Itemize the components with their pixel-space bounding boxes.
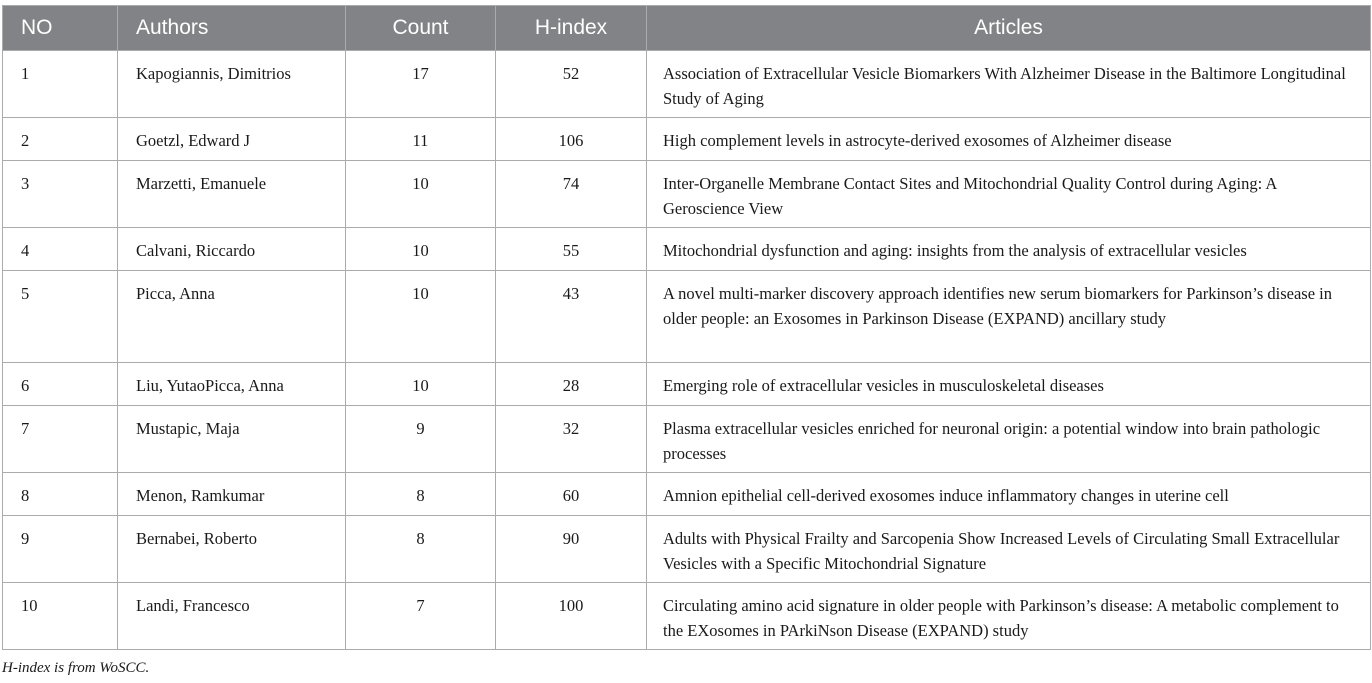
header-articles: Articles — [647, 6, 1371, 51]
table-footnote: H-index is from WoSCC. — [2, 660, 150, 676]
cell-author: Calvani, Riccardo — [118, 228, 346, 271]
cell-no: 10 — [3, 583, 118, 650]
cell-article: Mitochondrial dysfunction and aging: insights from the analysis of extracellular vesicles — [647, 228, 1371, 271]
cell-no: 8 — [3, 473, 118, 516]
table-body — [3, 51, 1371, 650]
cell-article: A novel multi-marker discovery approach identifies new serum biomarkers for Parkinson’s disease in older people: an Exosomes in Parkinson Disease (EXPAND) ancillary study — [647, 271, 1371, 363]
cell-hindex: 55 — [496, 228, 647, 271]
cell-no: 7 — [3, 406, 118, 473]
cell-no: 6 — [3, 363, 118, 406]
table-row — [3, 363, 1371, 406]
cell-author: Picca, Anna — [118, 271, 346, 363]
cell-hindex: 90 — [496, 516, 647, 583]
cell-count: 10 — [346, 228, 496, 271]
cell-author: Landi, Francesco — [118, 583, 346, 650]
cell-author: Kapogiannis, Dimitrios — [118, 51, 346, 118]
table-row — [3, 406, 1371, 473]
cell-article: Adults with Physical Frailty and Sarcopenia Show Increased Levels of Circulating Small Extracellular Vesicles with a Specific Mitochondrial Signature — [647, 516, 1371, 583]
cell-article: Amnion epithelial cell-derived exosomes induce inflammatory changes in uterine cell — [647, 473, 1371, 516]
header-row — [3, 6, 1371, 51]
cell-hindex: 28 — [496, 363, 647, 406]
cell-no: 3 — [3, 161, 118, 228]
table-row — [3, 516, 1371, 583]
cell-count: 11 — [346, 118, 496, 161]
cell-count: 17 — [346, 51, 496, 118]
cell-article: Association of Extracellular Vesicle Biomarkers With Alzheimer Disease in the Baltimore Longitudinal Study of Aging — [647, 51, 1371, 118]
table-row — [3, 228, 1371, 271]
cell-article: Inter-Organelle Membrane Contact Sites and Mitochondrial Quality Control during Aging: A Geroscience View — [647, 161, 1371, 228]
cell-author: Mustapic, Maja — [118, 406, 346, 473]
header-authors: Authors — [118, 6, 346, 51]
cell-hindex: 43 — [496, 271, 647, 363]
cell-author: Marzetti, Emanuele — [118, 161, 346, 228]
authors-table — [2, 5, 1371, 650]
cell-hindex: 32 — [496, 406, 647, 473]
cell-author: Menon, Ramkumar — [118, 473, 346, 516]
cell-hindex: 100 — [496, 583, 647, 650]
cell-count: 7 — [346, 583, 496, 650]
cell-no: 5 — [3, 271, 118, 363]
cell-hindex: 60 — [496, 473, 647, 516]
table-row — [3, 271, 1371, 363]
table-row — [3, 161, 1371, 228]
cell-hindex: 52 — [496, 51, 647, 118]
cell-author: Bernabei, Roberto — [118, 516, 346, 583]
cell-article: Plasma extracellular vesicles enriched for neuronal origin: a potential window into brain pathologic processes — [647, 406, 1371, 473]
cell-no: 4 — [3, 228, 118, 271]
cell-count: 10 — [346, 363, 496, 406]
table-row — [3, 583, 1371, 650]
header-count: Count — [346, 6, 496, 51]
cell-count: 9 — [346, 406, 496, 473]
cell-count: 10 — [346, 271, 496, 363]
cell-author: Goetzl, Edward J — [118, 118, 346, 161]
table-header — [3, 6, 1371, 51]
header-no: NO — [3, 6, 118, 51]
cell-author: Liu, YutaoPicca, Anna — [118, 363, 346, 406]
table-row — [3, 118, 1371, 161]
cell-count: 8 — [346, 516, 496, 583]
cell-no: 9 — [3, 516, 118, 583]
table-row — [3, 51, 1371, 118]
cell-article: Circulating amino acid signature in older people with Parkinson’s disease: A metabolic complement to the EXosomes in PArkiNson Disease (EXPAND) study — [647, 583, 1371, 650]
cell-hindex: 74 — [496, 161, 647, 228]
table-row — [3, 473, 1371, 516]
cell-article: High complement levels in astrocyte-derived exosomes of Alzheimer disease — [647, 118, 1371, 161]
cell-count: 8 — [346, 473, 496, 516]
cell-hindex: 106 — [496, 118, 647, 161]
cell-article: Emerging role of extracellular vesicles in musculoskeletal diseases — [647, 363, 1371, 406]
header-hindex: H-index — [496, 6, 647, 51]
cell-no: 1 — [3, 51, 118, 118]
cell-count: 10 — [346, 161, 496, 228]
cell-no: 2 — [3, 118, 118, 161]
